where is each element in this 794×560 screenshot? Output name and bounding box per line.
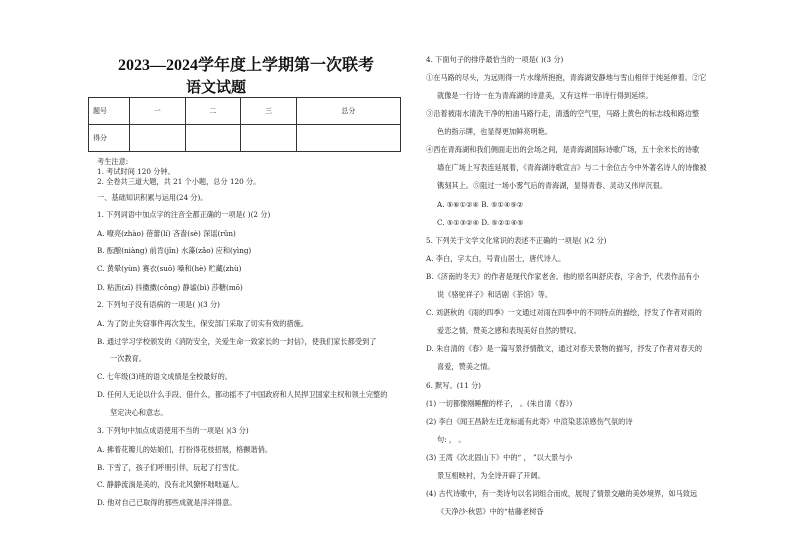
option-line: B. 通过学习学校颁发的《消防安全，关爱生命一致家长的一封信》，使我们家长都受到了 [97, 337, 377, 346]
text-line: ④西在青海湖和我们侧面走出的会场之间，是青海湖国际诗歌广场，五十余米长的诗歌 [426, 145, 700, 154]
option-line: A. 为了防止失窃事件再次发生，保安部门采取了切实有效的措施。 [97, 319, 309, 328]
score-input-cell[interactable] [241, 125, 297, 152]
option-line: 一次教育。 [110, 354, 146, 363]
question-1: 1. 下列词语中加点字的注音全都正确的一项是( )(2 分) [97, 210, 271, 219]
option-line: C. 刘湛秋的《雨的四季》一文通过对雨在四季中的不同特点的描绘，抒发了作者对雨的 [426, 308, 702, 317]
text-line: ③沿着被雨水清洗干净的柏油马路行走，清透的空气里，马路上黄色的标志线和路边整 [426, 109, 700, 118]
question-5: 5. 下列关于文学文化常识的表述不正确的一项是( )(2 分) [426, 236, 607, 245]
option-line: D. 朱自清的《春》是一篇写景抒情散文，通过对春天景物的描写，抒发了作者对春天的 [426, 344, 703, 353]
text-line: 就像是一行诗一在为青海湖的诗意美，又有这样一串诗行得到延续。 [437, 91, 653, 100]
option-line: B.《济南的冬天》的作者是现代作家老舍。他的原名叫舒庆春，字舍予，代表作品有小 [426, 272, 700, 281]
score-table-header-row [89, 98, 401, 125]
option-line: A. 嘹亮(zhào) 蓓蕾(lí) 吝啬(sè) 深谣(rǔn) [97, 229, 236, 238]
score-cell: 得分 [89, 125, 130, 152]
score-table [88, 97, 401, 152]
option-line: 坚定决心和意志。 [110, 408, 168, 417]
score-table-score-row [89, 125, 401, 152]
text-line: 2. 全卷共三道大题，共 21 个小题，总分 120 分。 [97, 177, 261, 186]
option-line: B. 下雪了，孩子们呼朋引伴，玩起了打雪仗。 [97, 463, 244, 472]
option-line: A. 拂着花瓣儿的姑娘们，打扮得花枝招展，格颤谐俏。 [97, 445, 273, 454]
text-line: ①在马路的尽头，为远则得一片水缘所抱抱，青海湖安静地与雪山相伴于纯延伸着。②它 [426, 73, 707, 82]
option-line: D. 任何人无论以什么手段、借什么，都动摇不了中国政府和人民捍卫国家主权和领土完整的 [97, 390, 388, 399]
text-line: 墙在广场上写表连延展着，《青海湖诗歌宣言》与二十余位古今中外著名诗人的诗像被 [437, 163, 707, 172]
text-line: 色的指示牌，也显得更加鲜亮明艳。 [437, 127, 553, 136]
text-line: (2) 李白《闻王昌龄左迁龙标遥有此寄》中渲染悲凉感伤气氛的诗 [426, 417, 633, 426]
section-heading: 一、基础知识积累与运用(24 分)。 [97, 193, 208, 202]
fill-blank-line[interactable]: 句: ， 。 [437, 435, 466, 444]
score-input-cell[interactable] [296, 125, 400, 152]
option-line: C. 七年级(3)班的语文成绩是全校最好的。 [97, 372, 232, 381]
score-cell: 三 [241, 98, 297, 125]
option-line: C. 黄晕(yùn) 赛衣(suō) 嗓和(hè) 贮藏(zhù) [97, 264, 242, 273]
option-line: A. 李白，字太白，号青山居士，唐代诗人。 [426, 254, 566, 263]
text-line: 1. 考试时间 120 分钟。 [97, 167, 175, 176]
question-6: 6. 默写。(11 分) [426, 381, 481, 390]
question-4: 4. 下面句子的排序最恰当的一项是( )(3 分) [426, 55, 564, 64]
notice-heading: 考生注意: [97, 157, 129, 166]
score-cell: 二 [185, 98, 241, 125]
score-cell: 一 [130, 98, 186, 125]
question-2: 2. 下列句子没有语病的一项是( )(3 分) [97, 300, 220, 309]
question-3: 3. 下列句中加点成语使用不当的一项是( )(3 分) [97, 426, 249, 435]
option-line: D. 他对自己已取得的那些成就是洋洋得意。 [97, 498, 237, 507]
page-subtitle: 语文试题 [186, 80, 247, 96]
option-line: A. ⑤⑥①②④ B. ⑤①④⑤② [437, 200, 524, 209]
score-cell: 题号 [89, 98, 130, 125]
option-line: 喜爱，赞美之情。 [437, 362, 495, 371]
score-input-cell[interactable] [185, 125, 241, 152]
option-line: 爱恋之情，赞美之感和表现美好自然的赞叹。 [437, 326, 581, 335]
fill-blank-line[interactable]: (1) 一切都像刚睡醒的样子， 。(朱自清《春》) [426, 399, 573, 408]
option-line: 说《骆驼祥子》和话剧《茶馆》等。 [437, 290, 553, 299]
fill-blank-line[interactable]: (3) 王湾《次北固山下》中的“ ， ”以大景与小 [426, 453, 573, 462]
text-line: 《天净沙·秋思》中的“枯藤老树昏 [437, 507, 544, 516]
score-cell: 总分 [296, 98, 400, 125]
text-line: 景互相映衬，为全诗开辟了开阔。 [437, 471, 545, 480]
text-line: 镌刻其上。⑤阻过一场小雾气后的青海湖，显得青春、灵动又伟岸沉很。 [437, 181, 668, 190]
option-line: D. 粘沥(zī) 抖擞擞(cǒng) 静谧(bì) 莎糖(mō) [97, 283, 243, 292]
option-line: C. ⑤①③②④ D. ⑤②①④⑤ [437, 218, 524, 227]
text-line: (4) 古代诗歌中，有一类诗句以名词组合而成，展现了情景交融的美妙境界，如马致远 [426, 489, 698, 498]
option-line: B. 酝酿(niàng) 前肯(jǐn) 水藻(zǎo) 应和(yìng) [97, 246, 252, 255]
page-title: 2023—2024学年度上学期第一次联考 [118, 57, 375, 74]
score-input-cell[interactable] [130, 125, 186, 152]
option-line: C. 静静流淌是美的，没有北风獠怀咄咄逼人。 [97, 480, 244, 489]
